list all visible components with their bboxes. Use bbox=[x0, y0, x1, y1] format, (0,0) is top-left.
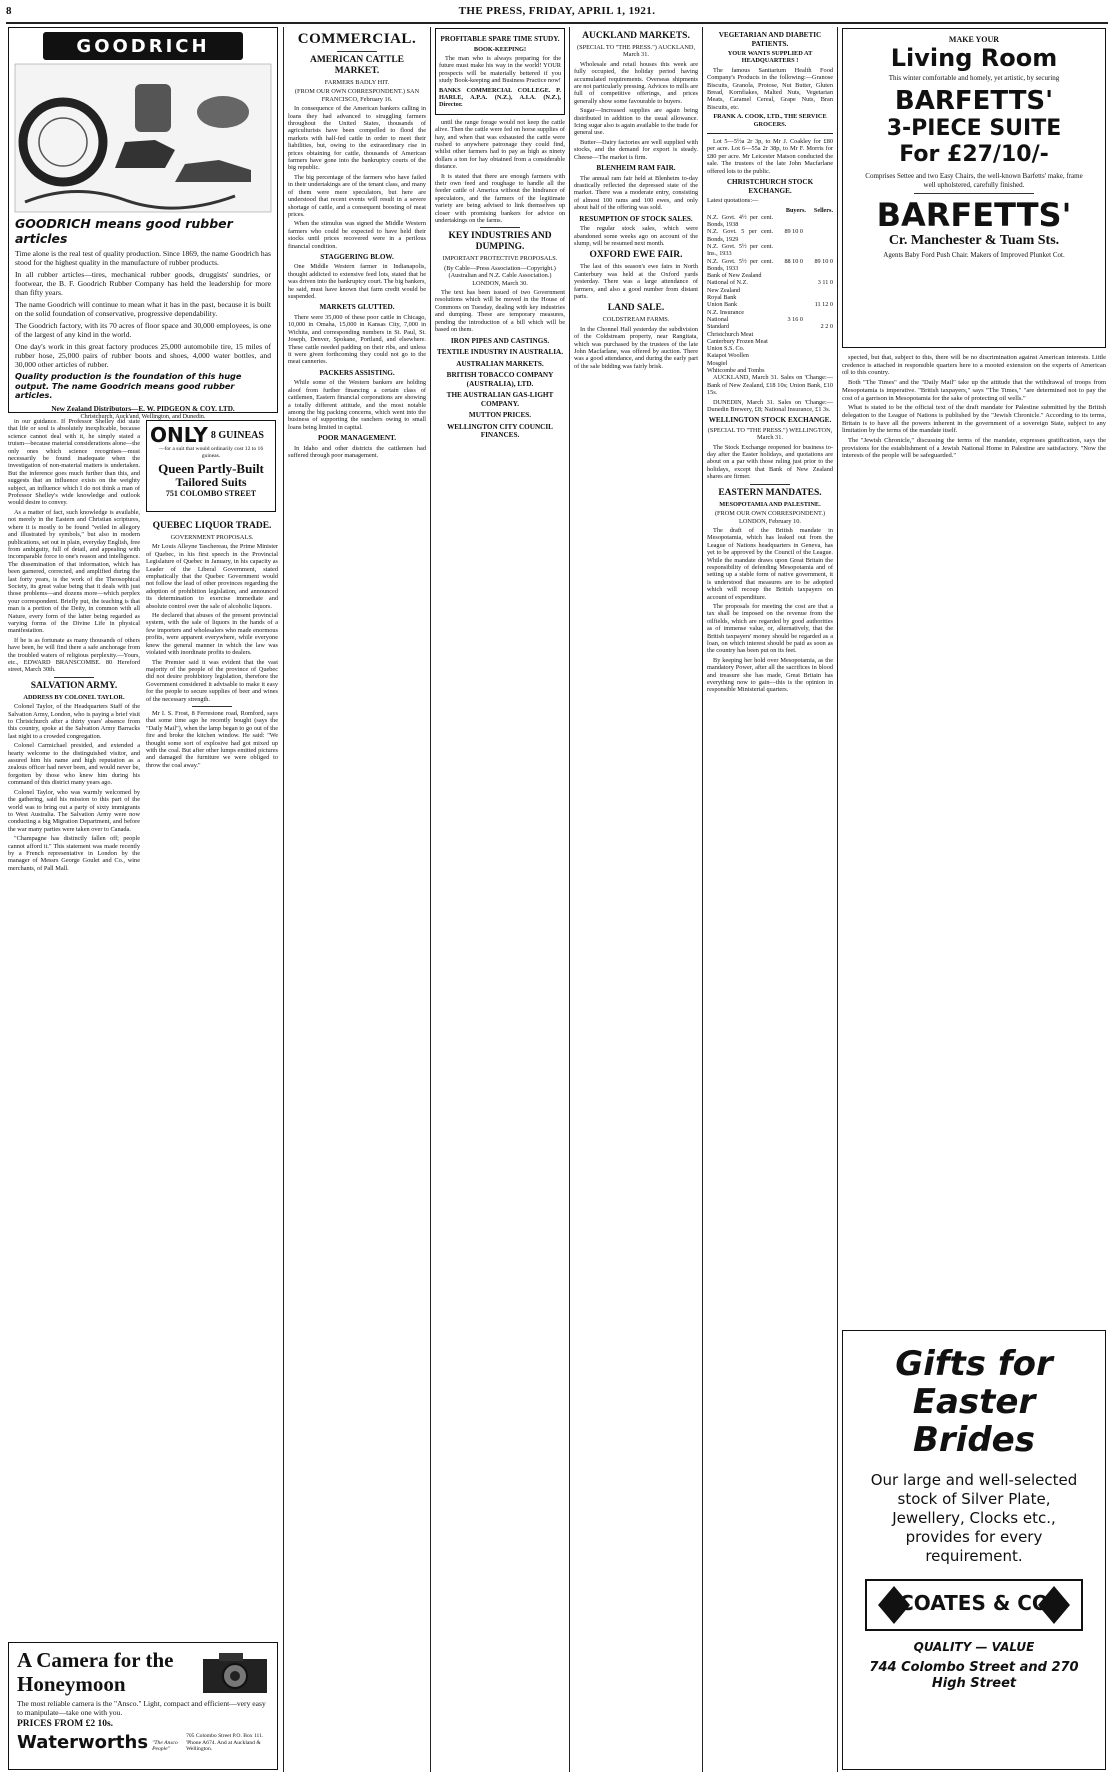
stock-sellers bbox=[803, 331, 833, 338]
eastern-para: The draft of the British mandate in Mesopotamia, which has leaked out from the League of Nations headquarters in Geneva, has yet to be approved by the Council of the League. While the mandate draws upon Great Britain the responsibility of defending Mesopotamia and of setting up a stable form of native government, it is understood that measures are to be adopted which will recoup the British taxpayers on account of expenditure. bbox=[707, 526, 833, 601]
stock-buyers bbox=[773, 294, 803, 301]
lots-para: Lot 5—5½a 2r 3p, to Mr J. Coakley for £80 per acre. Lot 6—55a 2r 38p, to Mr F. Morris for £80 per acre. Mr Leicester Matson conducted the sale. The trustees of the late John Macfarlane offered lots to the public. bbox=[707, 138, 833, 175]
land-sale-subheading: COLDSTREAM FARMS. bbox=[602, 316, 670, 324]
stock-row bbox=[707, 360, 833, 367]
salvation-subheading: ADDRESS BY COLONEL TAYLOR. bbox=[23, 693, 125, 701]
goodrich-p3: The name Goodrich will continue to mean what it has in the past, because it is built on the solid foundation of conservative, progressive dependability. bbox=[15, 300, 271, 318]
stock-sellers bbox=[803, 338, 833, 345]
land-sale-heading: LAND SALE. bbox=[607, 303, 665, 314]
letter-para: in our guidance. If Professor Shelley did state that life or soul is absolutely inexplicable, because science cannot deal with it, he simply stated a truism—because material considerations alone—the only ones which science recognises—must necessarily be found inadequate when the investigation of non-material matters is undertaken. But the inference goes much further than this, and suggests that an influence exists on the weighty subject, an influence which I do not think a man of Professor Shelley's wide knowledge and outlook would desire to convey. bbox=[8, 418, 140, 507]
column-4 bbox=[435, 28, 565, 1770]
oxford-heading: OXFORD EWE FAIR. bbox=[589, 250, 683, 261]
divider bbox=[750, 484, 790, 485]
liquor-heading: QUEBEC LIQUOR TRADE. bbox=[152, 521, 272, 531]
column-5 bbox=[574, 28, 698, 1770]
cattle-continued: It is stated that there are enough farmers with their own feed and roughage to handle all the feeder cattle of America without the hindrance of speculators, and the farmers of the legitimate variety are being advised to link themselves up closer with promising bankers for advice on undertakings on the farms. bbox=[435, 172, 565, 225]
salvation-para: "Champagne has distinctly fallen off; people cannot afford it." This statement was made recently by a French representative in London by the manager of Messrs George Goulet and Co., wine merchants, of Pall Mall. bbox=[8, 835, 140, 872]
divider bbox=[192, 706, 232, 707]
eastern-para: By keeping her hold over Mesopotamia, as the mandatory Power, after all the sacrifices in blood and treasure she has made, Great Britain has everything now to gain—this is the opinion in responsible Ministerial quarters. bbox=[707, 656, 833, 694]
stock-buyers bbox=[773, 338, 803, 345]
stock-name: National bbox=[707, 315, 729, 323]
stock-name: Kaiapoi Woollen bbox=[707, 352, 749, 360]
stock-row bbox=[707, 243, 833, 258]
stock-buyers bbox=[773, 287, 803, 294]
stock-sellers: 3 11 0 bbox=[817, 279, 833, 287]
cattle-para: In consequence of the American bankers calling in loans they had advanced to struggling farmers throughout the United States, thousands of agriculturists have been compelled to flood the markets with half-fed cattle in order to meet their liabilities, but, owing to the extraordinary rise in prices obtaining for cattle, thousands of American farmers have gone into the bankruptcy courts of the big republic. bbox=[288, 105, 426, 172]
auckland-markets-heading: AUCKLAND MARKETS. bbox=[582, 31, 690, 41]
cattle-heading: AMERICAN CATTLE MARKET. bbox=[309, 55, 405, 76]
liquor-para: He declared that abuses of the present provincial system, with the sale of liquors in the hands of a few importers and wholesalers who made enormous profits, were apparent everywhere, while everyone knew the general manner in which the law was violated with inordinate profits to dealers. bbox=[146, 612, 278, 657]
australian-markets-heading: AUSTRALIAN MARKETS. bbox=[456, 359, 544, 368]
stock-table-header bbox=[707, 207, 833, 214]
stock-name: N.Z. Govt. 5½ per cent. Ins., 1933 bbox=[707, 242, 773, 258]
stock-name: Union Bank bbox=[707, 301, 738, 309]
salvation-para: Colonel Carmichael presided, and extended a hearty welcome to the distinguished visitor, and assured him his name and high reputation as a zealous officer had never been, and would never be, forgotten by those who knew him during his command of this district many years ago. bbox=[8, 742, 140, 787]
stock-buyers bbox=[773, 243, 803, 258]
stock-sellers bbox=[803, 367, 833, 374]
column-rule bbox=[702, 27, 703, 1772]
stock-row bbox=[707, 258, 833, 273]
letter-para: As a matter of fact, such knowledge is available, not merely in the Eastern and Christian scriptures, where it is mostly to be found "veiled in allegory and illustrated by symbols," but also in modern publications, set out in plain, everyday English, free from ambiguity, full of detail, and appealing with incomparable force to one's reason and intelligence. The dissemination of that information, which has been garnered, corrected, and amplified during the last forty years, is the work of the Theosophical Society, its great value being that it deals with just those problems—and dozens more—which perplex your correspondent. Briefly put, the teaching is that man is a portion of the Deity, in common with all Nature, every form of the latter being regarded as varying forms of the Divine Life in physical manifestation. bbox=[8, 508, 140, 635]
goodrich-ad bbox=[8, 27, 278, 420]
oxford-para: The last of this season's ewe fairs in North Canterbury was held at the Oxford yards yesterday. There was a large attendance of farmers, and also a good number from distant parts. bbox=[574, 263, 698, 300]
salvation-para: Colonel Taylor, of the Headquarters Staff of the Salvation Army, London, who is paying a brief visit to Christchurch after a thirty years' absence from this country, spoke at the Salvation Army Barracks last night to a crowded congregation. bbox=[8, 703, 140, 740]
gifts-headline: Gifts for Easter Brides bbox=[895, 1344, 1053, 1460]
right-column-para: The "Jewish Chronicle," discussing the terms of the mandate, expresses gratification, says the provisions for the establishment of a Jewish National Home in Palestine are satisfactory. "Now the interests of the people will be safeguarded." bbox=[842, 437, 1106, 460]
living-note: This winter comfortable and homely, yet artistic, by securing bbox=[888, 74, 1060, 82]
eastern-subheading: MESOPOTAMIA AND PALESTINE. bbox=[719, 500, 821, 508]
vegetarian-ad bbox=[707, 31, 833, 134]
stock-sellers bbox=[803, 309, 833, 316]
salvation-para: Colonel Taylor, who was warmly welcomed by the gathering, said his mission to this part of the world was to bring out a party of sixty immigrants to West Australia. The Salvation Army were now conducting a big Migration Department, and before the war many parties were taken over to Canada. bbox=[8, 788, 140, 833]
packers-heading: PACKERS ASSISTING. bbox=[319, 368, 395, 377]
eastern-para: The proposals for meeting the cost are that a tax shall be imposed on the revenue from the oilfields, which are regarded by good authorities as of immense value, or, alternatively, that the British taxpayers' money should be regarded as a loan, on which interest should be paid as soon as the country has been put on its feet. bbox=[707, 602, 833, 655]
column-rule bbox=[430, 27, 431, 1772]
barfetts-address: Cr. Manchester & Tuam Sts. bbox=[888, 233, 1060, 249]
camera-ad bbox=[8, 1642, 278, 1770]
stock-row bbox=[707, 345, 833, 352]
column-rule bbox=[283, 27, 284, 1772]
stock-buyers bbox=[773, 352, 803, 359]
stock-sellers bbox=[803, 345, 833, 352]
stock-table bbox=[707, 214, 833, 375]
masthead-rule bbox=[6, 22, 1108, 24]
right-column-para: Both "The Times" and the "Daily Mail" take up the attitude that the withdrawal of troops from Mesopotamia is imperative. "British taxpayers," says "The Times," "are determined not to pay the cost of a garrison in Mesopotamia for the sake of protecting oil wells." bbox=[842, 379, 1106, 402]
stock-name: Bank of New Zealand bbox=[707, 272, 762, 280]
masthead bbox=[6, 4, 1108, 22]
chch-exchange-sub: Latest quotations:— bbox=[707, 197, 759, 205]
stock-row bbox=[707, 367, 833, 374]
masthead-title: THE PRESS, FRIDAY, APRIL 1, 1921. bbox=[458, 5, 656, 17]
land-sale-para: In the Chonnel Hall yesterday the subdivision of the Coldstream property, near Rangitata, which was purchased by the trustees of the late John Macfarlane, was offered by auction. There was a good attendance, and during the early part of the sale bidding was fairly brisk. bbox=[574, 325, 698, 370]
stock-row bbox=[707, 287, 833, 294]
guineas-only: ONLY bbox=[150, 423, 208, 447]
tire-shoe-illustration bbox=[15, 64, 271, 212]
wgtn-exchange-sub: (SPECIAL TO "THE PRESS.") WELLINGTON, March 31. bbox=[707, 426, 833, 442]
stock-sellers bbox=[803, 294, 833, 301]
stock-row bbox=[707, 316, 833, 323]
glutted-heading: MARKETS GLUTTED. bbox=[319, 303, 395, 312]
wellington-council-heading: WELLINGTON CITY COUNCIL FINANCES. bbox=[447, 422, 553, 439]
living-detail: Comprises Settee and two Easy Chairs, the well-known Barfetts' make, frame well upholstered, carefully finished. bbox=[865, 172, 1083, 189]
cattle-subheading: FARMERS BADLY HIT. bbox=[324, 79, 390, 86]
camera-icon bbox=[201, 1649, 271, 1695]
stock-name: Christchurch Meat bbox=[707, 330, 754, 338]
goodrich-logo bbox=[43, 32, 243, 60]
stock-row bbox=[707, 228, 833, 243]
stock-sellers bbox=[803, 243, 833, 258]
cattle-para: When the stimulus was signed the Middle Western farmers who could be expected to have held their stocks until prices recovered were in a perilous financial condition. bbox=[288, 220, 426, 250]
cattle-byline: (FROM OUR OWN CORRESPONDENT.) SAN FRANCISCO, February 16. bbox=[294, 88, 420, 103]
guineas-note: —for a suit that would ordinarily cost 12 to 16 guineas. bbox=[158, 446, 264, 459]
stock-buyers: 3 16 0 bbox=[787, 315, 803, 323]
vegetarian-subheading: YOUR WANTS SUPPLIED AT HEADQUARTERS ! bbox=[727, 50, 813, 65]
stock-name: Mosgiel bbox=[707, 359, 728, 367]
key-industries-subheading: IMPORTANT PROTECTIVE PROPOSALS. bbox=[442, 255, 558, 263]
stock-sellers bbox=[803, 316, 833, 323]
eastern-byline: (FROM OUR OWN CORRESPONDENT.) LONDON, February 10. bbox=[714, 510, 826, 525]
wgtn-exchange-heading: WELLINGTON STOCK EXCHANGE. bbox=[708, 416, 832, 425]
stock-sellers bbox=[803, 214, 833, 229]
goodrich-logo-text: GOODRICH bbox=[76, 35, 210, 57]
key-industries-para: The text has been issued of two Government resolutions which will be moved in the House of Commons on Tuesday, dealing with key industries and dumping. These are temporary measures, pending the introduction of a bill which will be based on them. bbox=[435, 289, 565, 334]
chch-exchange-heading: CHRISTCHURCH STOCK EXCHANGE. bbox=[726, 178, 814, 195]
stock-row bbox=[707, 294, 833, 301]
blenheim-para: The annual ram fair held at Blenheim to-day drastically reflected the depressed state of the market. There was a moderate entry, consisting of almost 100 rams and 100 ewes, and only about half of the offering was sold. bbox=[574, 174, 698, 212]
barfetts-brand: BARFETTS' bbox=[876, 196, 1072, 235]
book-keeping-subheading: BOOK-KEEPING! bbox=[473, 45, 527, 53]
stock-buyers bbox=[773, 309, 803, 316]
column-3 bbox=[288, 28, 426, 1770]
tobacco-heading: BRITISH TOBACCO COMPANY (AUSTRALIA), LTD. bbox=[446, 371, 554, 388]
banks-college-signature: BANKS COMMERCIAL COLLEGE. P. HARLE, A.P.A. (N.Z.), A.I.A. (N.Z.), Director. bbox=[439, 86, 561, 109]
camera-address: 705 Colombo Street P.O. Box 111. 'Phone A674. And at Auckland & Wellington. bbox=[186, 1733, 264, 1753]
living-price: For £27/10/- bbox=[899, 142, 1049, 168]
stock-name: N.Z. Govt. 5 per cent. Bonds, 1929 bbox=[707, 228, 773, 243]
stock-sellers bbox=[803, 352, 833, 359]
column-2 bbox=[146, 518, 278, 1636]
guineas-amount: 8 GUINEAS bbox=[210, 429, 264, 441]
camera-slogan: "The Ansco People" bbox=[152, 1739, 178, 1753]
living-suite: 3-PIECE SUITE bbox=[886, 116, 1062, 142]
resumption-para: The regular stock sales, which were abandoned some weeks ago on account of the slump, will be resumed next month. bbox=[574, 225, 698, 247]
goodrich-p2: In all rubber articles—tires, mechanical rubber goods, druggists' sundries, or footwear, the B. F. Goodrich Rubber Company has held the leadership for more than fifty years. bbox=[15, 270, 271, 297]
living-brand: BARFETTS' bbox=[894, 86, 1054, 117]
auckland-sales: AUCKLAND, March 31. Sales on 'Change:—Bank of New Zealand, £18 10s; Union Bank, £10 15s. bbox=[707, 374, 833, 397]
column-rule bbox=[837, 27, 838, 1772]
goodrich-distributors: New Zealand Distributors—E. W. PIDGEON & COY. LTD. bbox=[51, 404, 235, 413]
staggering-heading: STAGGERING BLOW. bbox=[320, 252, 394, 261]
resumption-heading: RESUMPTION OF STOCK SALES. bbox=[579, 214, 693, 223]
divider bbox=[337, 51, 377, 52]
guineas-brand: Queen Partly-Built bbox=[158, 461, 264, 477]
column-rule bbox=[569, 27, 570, 1772]
sellers-header: Sellers. bbox=[813, 206, 833, 214]
barfetts-sub: Agents Baby Ford Push Chair. Makers of Improved Plunket Cot. bbox=[883, 251, 1065, 260]
column-7 bbox=[842, 354, 1106, 1114]
stock-sellers bbox=[803, 287, 833, 294]
stock-sellers bbox=[803, 272, 833, 279]
cattle-para: The big percentage of the farmers who have failed in their undertakings are of the tenant class, and many of them were mere speculators, but here are understood that recent events will result in a severe shortage of cattle, and a consequent boosting of meat prices. bbox=[288, 173, 426, 218]
stock-buyers bbox=[773, 301, 803, 308]
spare-time-para: The man who is always preparing for the future must make his way in the world! YOUR prospects will be materially bettered if you study Book-keeping and Business Practice now! bbox=[439, 54, 561, 85]
stock-name: Canterbury Frozen Meat bbox=[707, 337, 768, 345]
iron-pipes-heading: IRON PIPES AND CASTINGS. bbox=[450, 336, 550, 345]
stock-buyers bbox=[773, 323, 803, 330]
guineas-address: 751 COLOMBO STREET bbox=[165, 489, 257, 499]
dunedin-sales: DUNEDIN, March 31. Sales on 'Change:—Dunedin Brewery, £8; National Insurance, £1 3s. bbox=[707, 398, 833, 413]
stock-row bbox=[707, 338, 833, 345]
divider bbox=[480, 227, 520, 228]
stock-name: Royal Bank bbox=[707, 294, 737, 302]
living-room-title: Living Room bbox=[890, 44, 1058, 72]
page-number: 8 bbox=[6, 5, 12, 17]
column-6 bbox=[707, 28, 833, 1770]
goodrich-p5: One day's work in this great factory produces 25,000 automobile tire, 15 miles of rubber hose, 25,000 pairs of rubber boots and shoes, 4,000 water bottles, and 30,000 other articles of rubber. bbox=[15, 342, 271, 369]
camera-brand: Waterworths bbox=[17, 1732, 149, 1753]
stock-buyers bbox=[773, 331, 803, 338]
stock-buyers: 88 10 0 bbox=[784, 257, 803, 265]
guineas-product: Tailored Suits bbox=[175, 475, 247, 490]
goodrich-tagline: Quality production is the foundation of this huge output. The name Goodrich means good rubber articles. bbox=[15, 371, 242, 401]
stock-sellers: 2 2 0 bbox=[820, 323, 833, 331]
stock-name: N.Z. Insurance bbox=[707, 308, 744, 316]
auckland-para: Sugar—Increased supplies are again being distributed in addition to the usual allowance. Icing sugar also is again available to the trade for general use. bbox=[574, 107, 698, 137]
liquor-para: The Premier said it was evident that the vast majority of the people of the province of Quebec did not desire prohibitory legislation, therefore the Government considered it advisable to make it easy for the people to secure supplies of beer and wines of the necessary strength. bbox=[146, 658, 278, 703]
textile-heading: TEXTILE INDUSTRY IN AUSTRALIA. bbox=[436, 348, 564, 356]
book-keeping-ad bbox=[435, 28, 565, 115]
stock-row bbox=[707, 309, 833, 316]
liquor-subheading: GOVERNMENT PROPOSALS. bbox=[170, 534, 254, 541]
goodrich-headline: GOODRICH means good rubber articles bbox=[15, 216, 233, 246]
eastern-heading: EASTERN MANDATES. bbox=[718, 487, 822, 498]
cattle-continued: until the range forage would not keep the cattle alive. Then the cattle were fed on horse supplies of hay, and when that was exhausted the cattle were rushed to anywhere patronage they could find, whilst other farmers had to pay as high as ninety dollars a ton for hay obtained from a considerable distance. bbox=[435, 118, 565, 171]
gaslight-heading: THE AUSTRALIAN GAS-LIGHT COMPANY. bbox=[446, 391, 554, 408]
auckland-para: Butter—Dairy factories are well supplied with stocks, and the demand for export is steady. Cheese—The market is firm. bbox=[574, 138, 698, 161]
stock-name: Whitcombe and Tombs bbox=[707, 367, 765, 375]
stock-buyers bbox=[773, 279, 803, 286]
stock-row bbox=[707, 323, 833, 330]
commercial-heading: COMMERCIAL. bbox=[297, 31, 417, 47]
vegetarian-signature: FRANK A. COOK, LTD., THE SERVICE GROCERS. bbox=[713, 113, 827, 128]
divider bbox=[54, 677, 94, 678]
stock-row bbox=[707, 331, 833, 338]
right-column-para: spected, but that, subject to this, there will be no discrimination against American interests. Little credence is attached in responsible quarters here to a mooted extension on the experts of American oil to this country. bbox=[842, 354, 1106, 377]
stock-name: N.Z. Govt. 4½ per cent. Bonds, 1938 bbox=[707, 213, 773, 229]
stock-name: National of N.Z. bbox=[707, 279, 748, 287]
stock-buyers bbox=[773, 272, 803, 279]
wgtn-exchange-para: The Stock Exchange reopened for business to-day after the Easter holidays, and quotations are about on a par with those ruling just prior to the holidays, except that Bank of New Zealand shares are firmer. bbox=[707, 443, 833, 481]
camera-prices: PRICES FROM £2 10s. bbox=[17, 1719, 114, 1729]
stock-sellers: 11 12 0 bbox=[814, 301, 833, 309]
key-industries-byline: (By Cable—Press Association—Copyright.) (Australian and N.Z. Cable Association.) LONDON, March 30. bbox=[444, 264, 556, 287]
stock-buyers bbox=[773, 214, 803, 229]
stock-name: Union S.S. Co. bbox=[707, 345, 745, 353]
poor-management-heading: POOR MANAGEMENT. bbox=[317, 434, 397, 443]
living-make: MAKE YOUR bbox=[948, 35, 1000, 44]
stock-name: New Zealand bbox=[707, 286, 741, 294]
gifts-brand: COATES & CO bbox=[899, 1591, 1049, 1615]
stock-row bbox=[707, 279, 833, 286]
spare-time-heading: PROFITABLE SPARE TIME STUDY. bbox=[440, 35, 560, 43]
key-industries-heading: KEY INDUSTRIES AND DUMPING. bbox=[448, 231, 552, 253]
staggering-para: One Middle Western farmer in Indianapolis, thought addicted to extensive feed lots, stated that he was driven into the bankruptcy court. The big bankers, he said, must have known that farm credit would be suspended. bbox=[288, 263, 426, 301]
glutted-para: There were 35,000 of these poor cattle in Chicago, 10,000 in Omaha, 15,000 in Kansas City, 7,000 in Wichita, and corresponding numbers in St. Paul, St. Joseph, Denver, Spokane, Portland, and elsewhere. These cattle needed padding on their ribs, and unless it were given forthcoming they could not go to the meat canneries. bbox=[288, 313, 426, 366]
stock-sellers: 89 10 0 bbox=[814, 257, 833, 265]
salvation-heading: SALVATION ARMY. bbox=[30, 680, 118, 691]
stock-row bbox=[707, 301, 833, 308]
stock-buyers: 89 10 0 bbox=[784, 228, 803, 236]
divider bbox=[914, 193, 1034, 194]
letter-para: If he is as fortunate as many thousands of others have been, he will find there a safe anchorage from the troubled waters of religious perplexity.—Yours, etc., EDWARD BRANSCOMBE. 80 Hereford street, March 30th. bbox=[8, 636, 140, 674]
auckland-markets-byline: (SPECIAL TO "THE PRESS.") AUCKLAND, March 31. bbox=[576, 44, 696, 59]
auckland-para: Wholesale and retail houses this week are fully occupied, the holiday period having accumulated requirements. Overseas shipments are not particularly pressing. Advices to mills are full of competitive offerings, and prices generally show some favourable to buyers. bbox=[574, 60, 698, 105]
stock-row bbox=[707, 214, 833, 229]
goodrich-cities: Christchurch, Auck'and, Wellington, and Dunedin. bbox=[80, 412, 206, 420]
stock-row bbox=[707, 352, 833, 359]
stock-buyers bbox=[773, 360, 803, 367]
camera-headline: A Camera for the Honeymoon bbox=[17, 1648, 174, 1696]
poor-management-para: In Idaho and other districts the cattlemen had suffered through poor management. bbox=[288, 444, 426, 460]
stock-buyers bbox=[773, 367, 803, 374]
stock-sellers bbox=[803, 228, 833, 243]
column-1 bbox=[8, 418, 140, 1636]
mutton-heading: MUTTON PRICES. bbox=[468, 411, 532, 419]
stock-name: N.Z. Govt. 5½ per cent. Bonds, 1933 bbox=[707, 257, 773, 272]
stock-row bbox=[707, 272, 833, 279]
guineas-ad bbox=[146, 420, 276, 512]
gifts-address: 744 Colombo Street and 270 High Street bbox=[869, 1660, 1079, 1691]
gifts-tag: QUALITY — VALUE bbox=[913, 1640, 1035, 1654]
goodrich-p4: The Goodrich factory, with its 70 acres of floor space and 30,000 employees, is one of the largest of any kind in the world. bbox=[15, 321, 271, 339]
stock-sellers bbox=[803, 360, 833, 367]
blenheim-heading: BLENHEIM RAM FAIR. bbox=[596, 164, 676, 173]
gifts-body: Our large and well-selected stock of Silver Plate, Jewellery, Clocks etc., provides for every requirement. bbox=[870, 1471, 1078, 1565]
right-column-para: What is stated to be the official text of the draft mandate for Palestine submitted by the British delegation to the League of Nations is published by the "Jewish Chronicle." According to its terms, Britain is to have all the powers inherent in the government of a sovereign State, subject to any limitation by the terms of the mandate itself. bbox=[842, 404, 1106, 435]
vegetarian-heading: VEGETARIAN AND DIABETIC PATIENTS. bbox=[718, 31, 822, 48]
living-room-ad bbox=[842, 28, 1106, 348]
stock-buyers bbox=[773, 345, 803, 352]
vegetarian-para: The famous Sanitarium Health Food Company's Products in the following:—Granose Biscuits, Granola, Protose, Nut Butter, Gluten Bread, Kornfiakes, Malted Nuts, Vegetarian Meats, Caramel Cereal, Grape Nuts, Bran Biscuits, etc. bbox=[707, 66, 833, 111]
coal-para: Mr I. S. Frost, 8 Ferrestone road, Romford, says that some time ago he recently bought (says the "Daily Mail"), when the lamp began to go out of the fire and broke the kitchen window. He said: "We thought some sort of explosive had got mixed up with the coal. But after other lumps emitted pictures and damaged the furniture we were obliged to throw the coal away." bbox=[146, 709, 278, 769]
goodrich-p1: Time alone is the real test of quality production. Since 1869, the name Goodrich has stood for the highest quality in the manufacture of rubber products. bbox=[15, 249, 271, 267]
packers-para: While some of the Western bankers are holding aloof from further financing a certain class of cattlemen, Eastern financial corporations are showing a totally different attitude, and the most notable among the big packing concerns, which went into the business of supporting the ranchers owing to small loans being limited in capital. bbox=[288, 379, 426, 431]
gifts-ad bbox=[842, 1330, 1106, 1770]
liquor-para: Mr Louis Alleyne Taschereau, the Prime Minister of Quebec, in his first speech in the Provincial Legislature of Quebec in January, in his capacity as Leader of the Liberal Government, stated emphatically that the Quebec Government would not follow the lead of other provinces regarding the adoption of prohibition legislation, and announced its determination to exercise immediate and absolute control over the sale of alcoholic liquors. bbox=[146, 543, 278, 610]
stock-name: Standard bbox=[707, 323, 729, 331]
camera-body: The most reliable camera is the "Ansco." Light, compact and efficient—very easy to manipulate—take one with you. bbox=[17, 1699, 266, 1717]
buyers-header: Buyers. bbox=[785, 206, 806, 214]
